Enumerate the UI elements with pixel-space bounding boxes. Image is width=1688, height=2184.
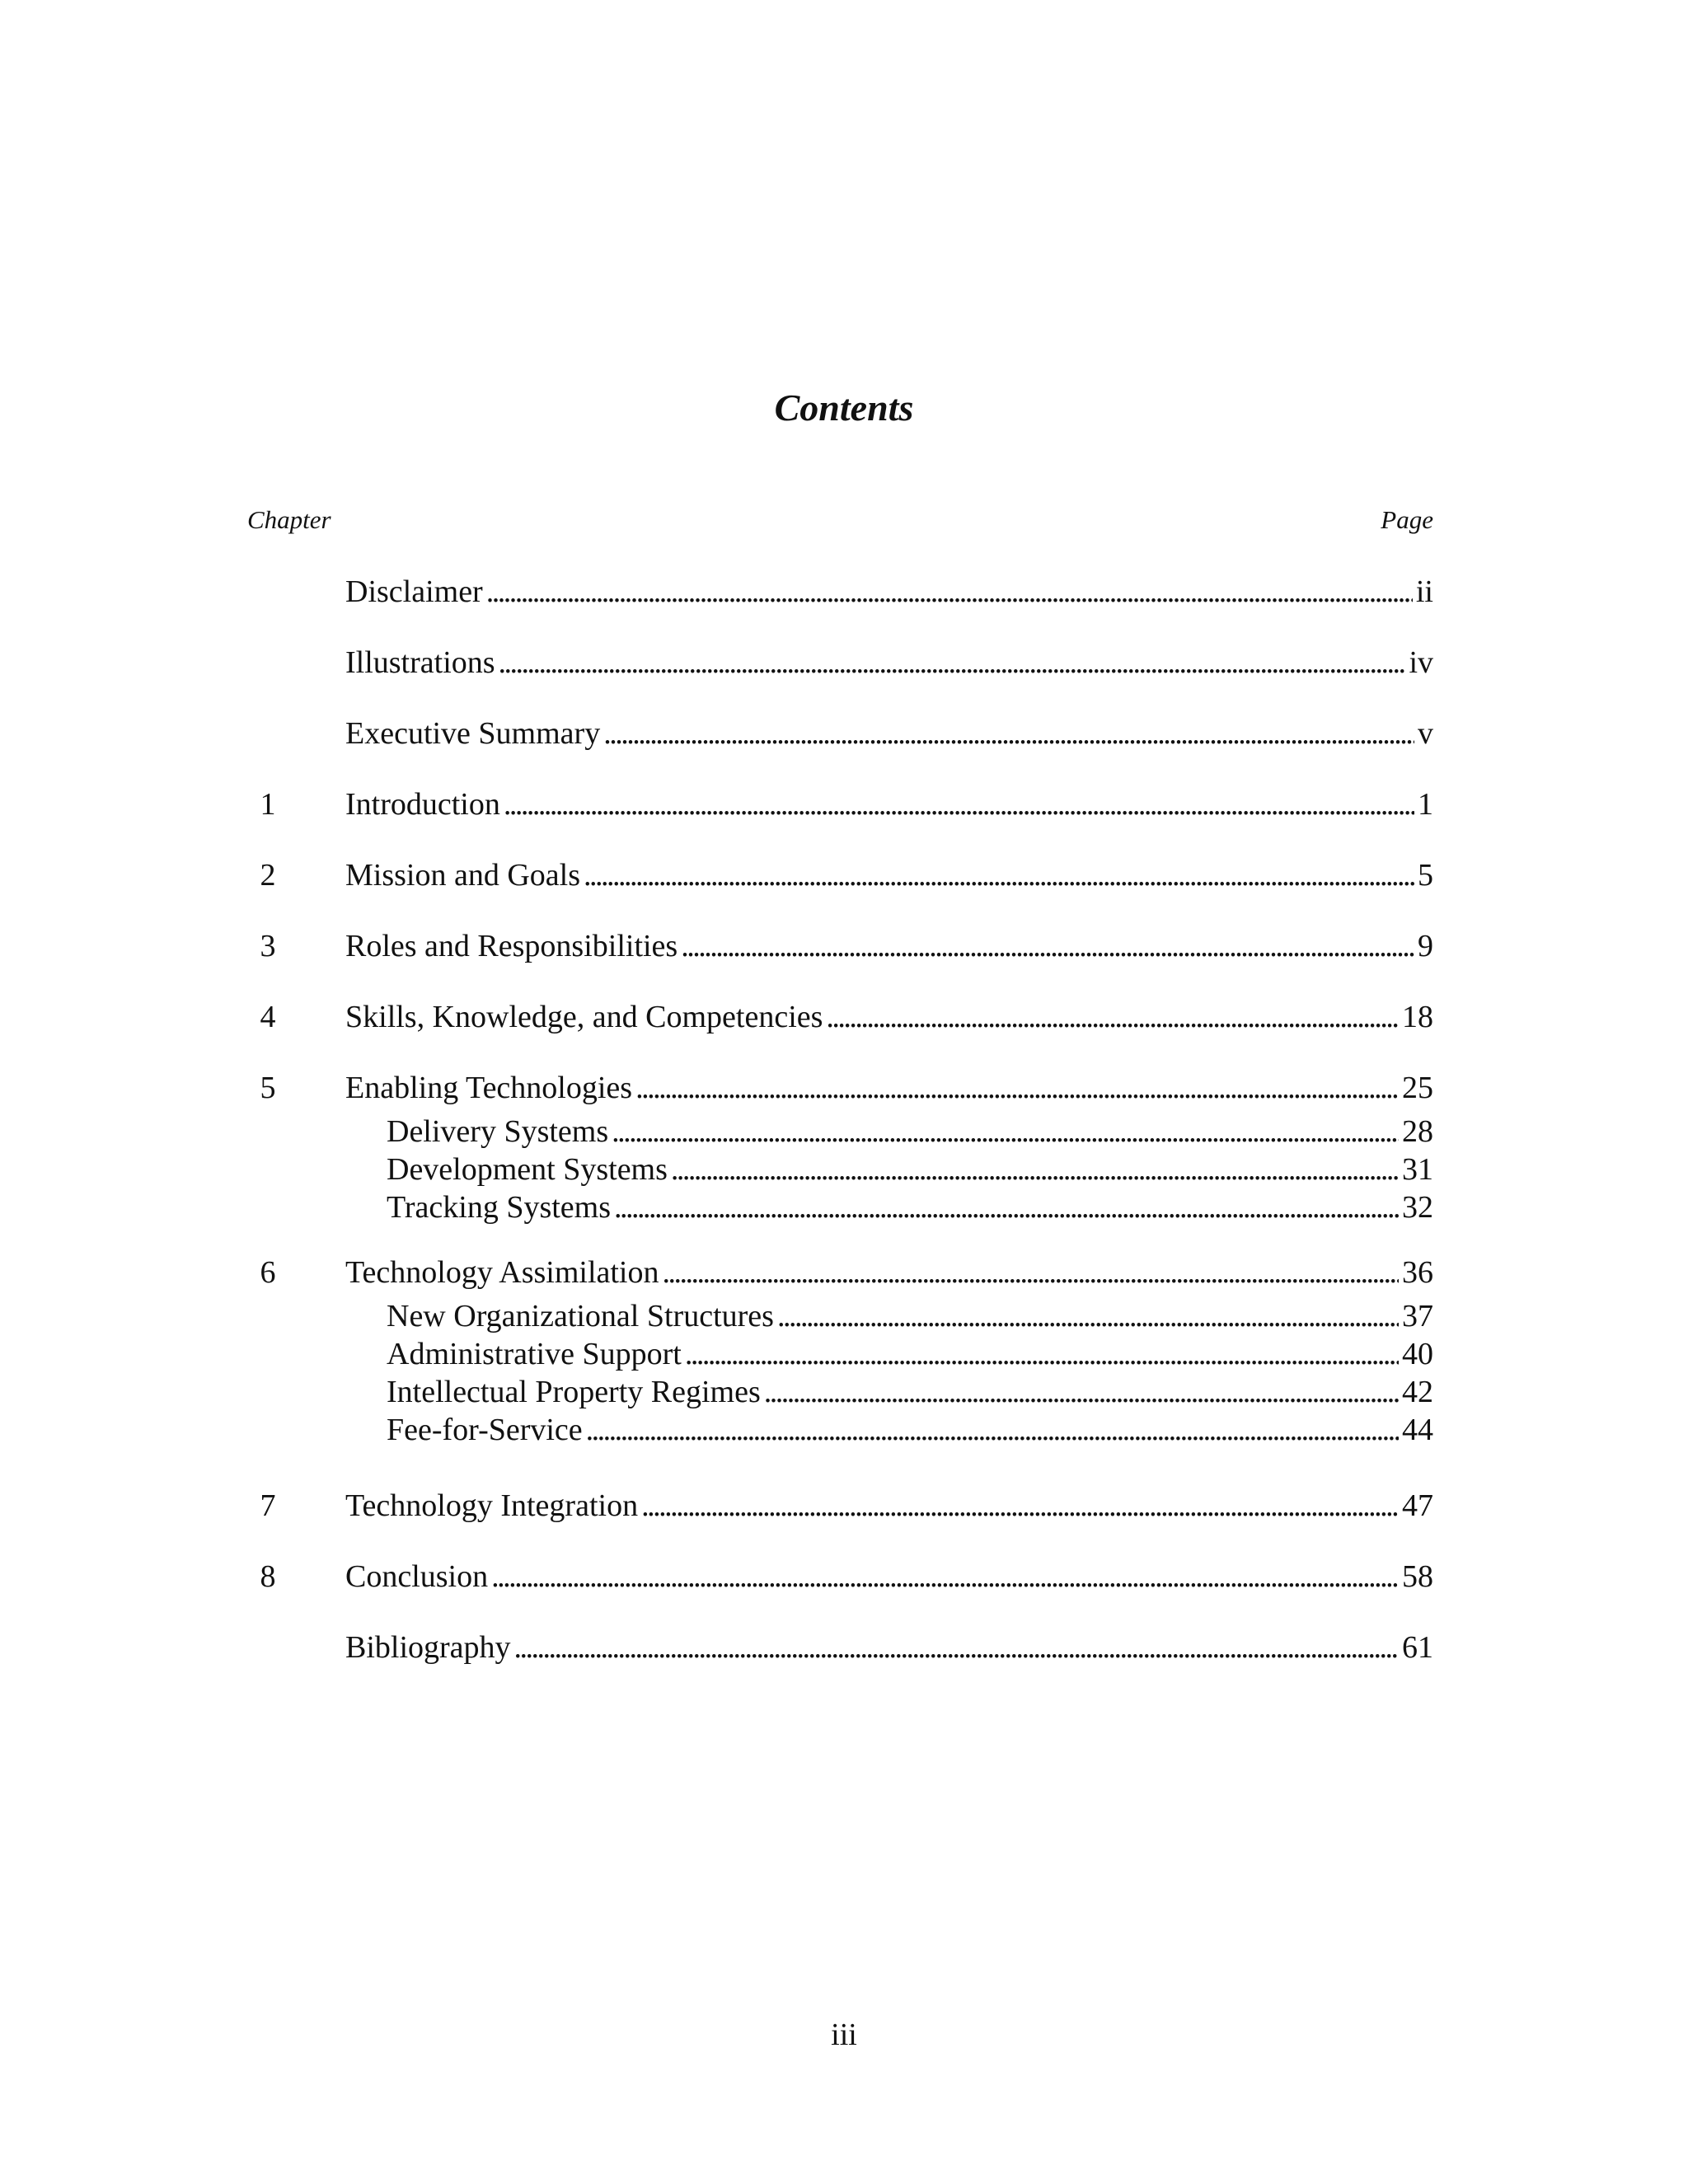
toc-label: Introduction: [345, 787, 500, 822]
toc-subentry: [247, 1373, 1433, 1411]
dot-leader: [499, 627, 1406, 698]
dot-leader: [514, 1612, 1399, 1683]
dot-leader: [586, 1411, 1399, 1449]
dot-leader: [681, 911, 1414, 982]
toc-subpage: 42: [1402, 1375, 1433, 1409]
dot-leader: [777, 1297, 1399, 1335]
dot-leader: [671, 1151, 1399, 1188]
chapter-number: 4: [260, 1000, 276, 1034]
toc-entry: [247, 556, 1433, 627]
toc-entry: [247, 1248, 1433, 1297]
dot-leader: [826, 982, 1399, 1052]
chapter-number: 8: [260, 1559, 276, 1594]
toc-subentry: [247, 1188, 1433, 1226]
toc-entry: [247, 1612, 1433, 1683]
toc-subentry: [247, 1411, 1433, 1449]
toc-page: 58: [1402, 1559, 1433, 1594]
chapter-number: 2: [260, 858, 276, 893]
toc-label: Conclusion: [345, 1559, 489, 1594]
dot-leader: [491, 1541, 1399, 1612]
toc-page: 5: [1418, 858, 1433, 893]
toc-subpage: 31: [1402, 1152, 1433, 1187]
toc-label: Mission and Goals: [345, 858, 580, 893]
toc-page: iv: [1409, 645, 1433, 680]
dot-leader: [685, 1335, 1399, 1373]
chapter-column-header: Chapter: [247, 505, 331, 534]
toc-label: Technology Assimilation: [345, 1255, 659, 1290]
toc-label: Skills, Knowledge, and Competencies: [345, 1000, 823, 1034]
toc-entry: [247, 911, 1433, 982]
toc-subpage: 28: [1402, 1114, 1433, 1149]
toc-label: Illustrations: [345, 645, 495, 680]
dot-leader: [614, 1188, 1399, 1226]
toc-entry: [247, 840, 1433, 911]
toc-subentry: [247, 1297, 1433, 1335]
chapter-number: 1: [260, 787, 276, 822]
toc-sublabel: New Organizational Structures: [387, 1299, 774, 1333]
toc-page: v: [1418, 716, 1433, 751]
toc-subpage: 37: [1402, 1299, 1433, 1333]
toc-sublabel: Administrative Support: [387, 1337, 682, 1371]
toc-label: Disclaimer: [345, 574, 483, 609]
toc-subpage: 44: [1402, 1413, 1433, 1447]
table-of-contents: [247, 556, 1433, 1683]
toc-page: 61: [1402, 1630, 1433, 1665]
toc-entry: [247, 982, 1433, 1052]
toc-page: 47: [1402, 1488, 1433, 1523]
toc-entry: [247, 769, 1433, 840]
chapter-number: 6: [260, 1255, 276, 1290]
toc-sublabel: Delivery Systems: [387, 1114, 609, 1149]
page-number: iii: [831, 2018, 857, 2052]
toc-sublabel: Intellectual Property Regimes: [387, 1375, 761, 1409]
toc-subentry: [247, 1335, 1433, 1373]
toc-page: 18: [1402, 1000, 1433, 1034]
dot-leader: [764, 1373, 1399, 1411]
toc-page: 25: [1402, 1071, 1433, 1105]
toc-label: Enabling Technologies: [345, 1071, 633, 1105]
dot-leader: [641, 1470, 1399, 1541]
toc-page: ii: [1415, 574, 1433, 609]
toc-entry: [247, 1470, 1433, 1541]
chapter-number: 7: [260, 1488, 276, 1523]
toc-sublabel: Development Systems: [387, 1152, 668, 1187]
toc-page: 1: [1418, 787, 1433, 822]
toc-label: Roles and Responsibilities: [345, 929, 678, 963]
toc-subentry: [247, 1113, 1433, 1151]
toc-label: Technology Integration: [345, 1488, 639, 1523]
dot-leader: [504, 769, 1414, 840]
toc-entry: [247, 1541, 1433, 1612]
page-column-header: Page: [1381, 505, 1433, 534]
dot-leader: [603, 698, 1414, 769]
toc-label: Executive Summary: [345, 716, 601, 751]
dot-leader: [486, 556, 1413, 627]
toc-subpage: 40: [1402, 1337, 1433, 1371]
toc-entry: [247, 698, 1433, 769]
toc-sublabel: Tracking Systems: [387, 1190, 612, 1225]
dot-leader: [612, 1113, 1399, 1151]
chapter-number: 3: [260, 929, 276, 963]
toc-label: Bibliography: [345, 1630, 511, 1665]
toc-entry: [247, 627, 1433, 698]
toc-sublabel: Fee-for-Service: [387, 1413, 583, 1447]
page-title: Contents: [774, 387, 914, 429]
dot-leader: [635, 1063, 1399, 1113]
chapter-number: 5: [260, 1071, 276, 1105]
dot-leader: [584, 840, 1414, 911]
toc-page: 9: [1418, 929, 1433, 963]
toc-entry: [247, 1063, 1433, 1113]
toc-subpage: 32: [1402, 1190, 1433, 1225]
toc-page: 36: [1402, 1255, 1433, 1290]
dot-leader: [662, 1248, 1399, 1297]
toc-subentry: [247, 1151, 1433, 1188]
